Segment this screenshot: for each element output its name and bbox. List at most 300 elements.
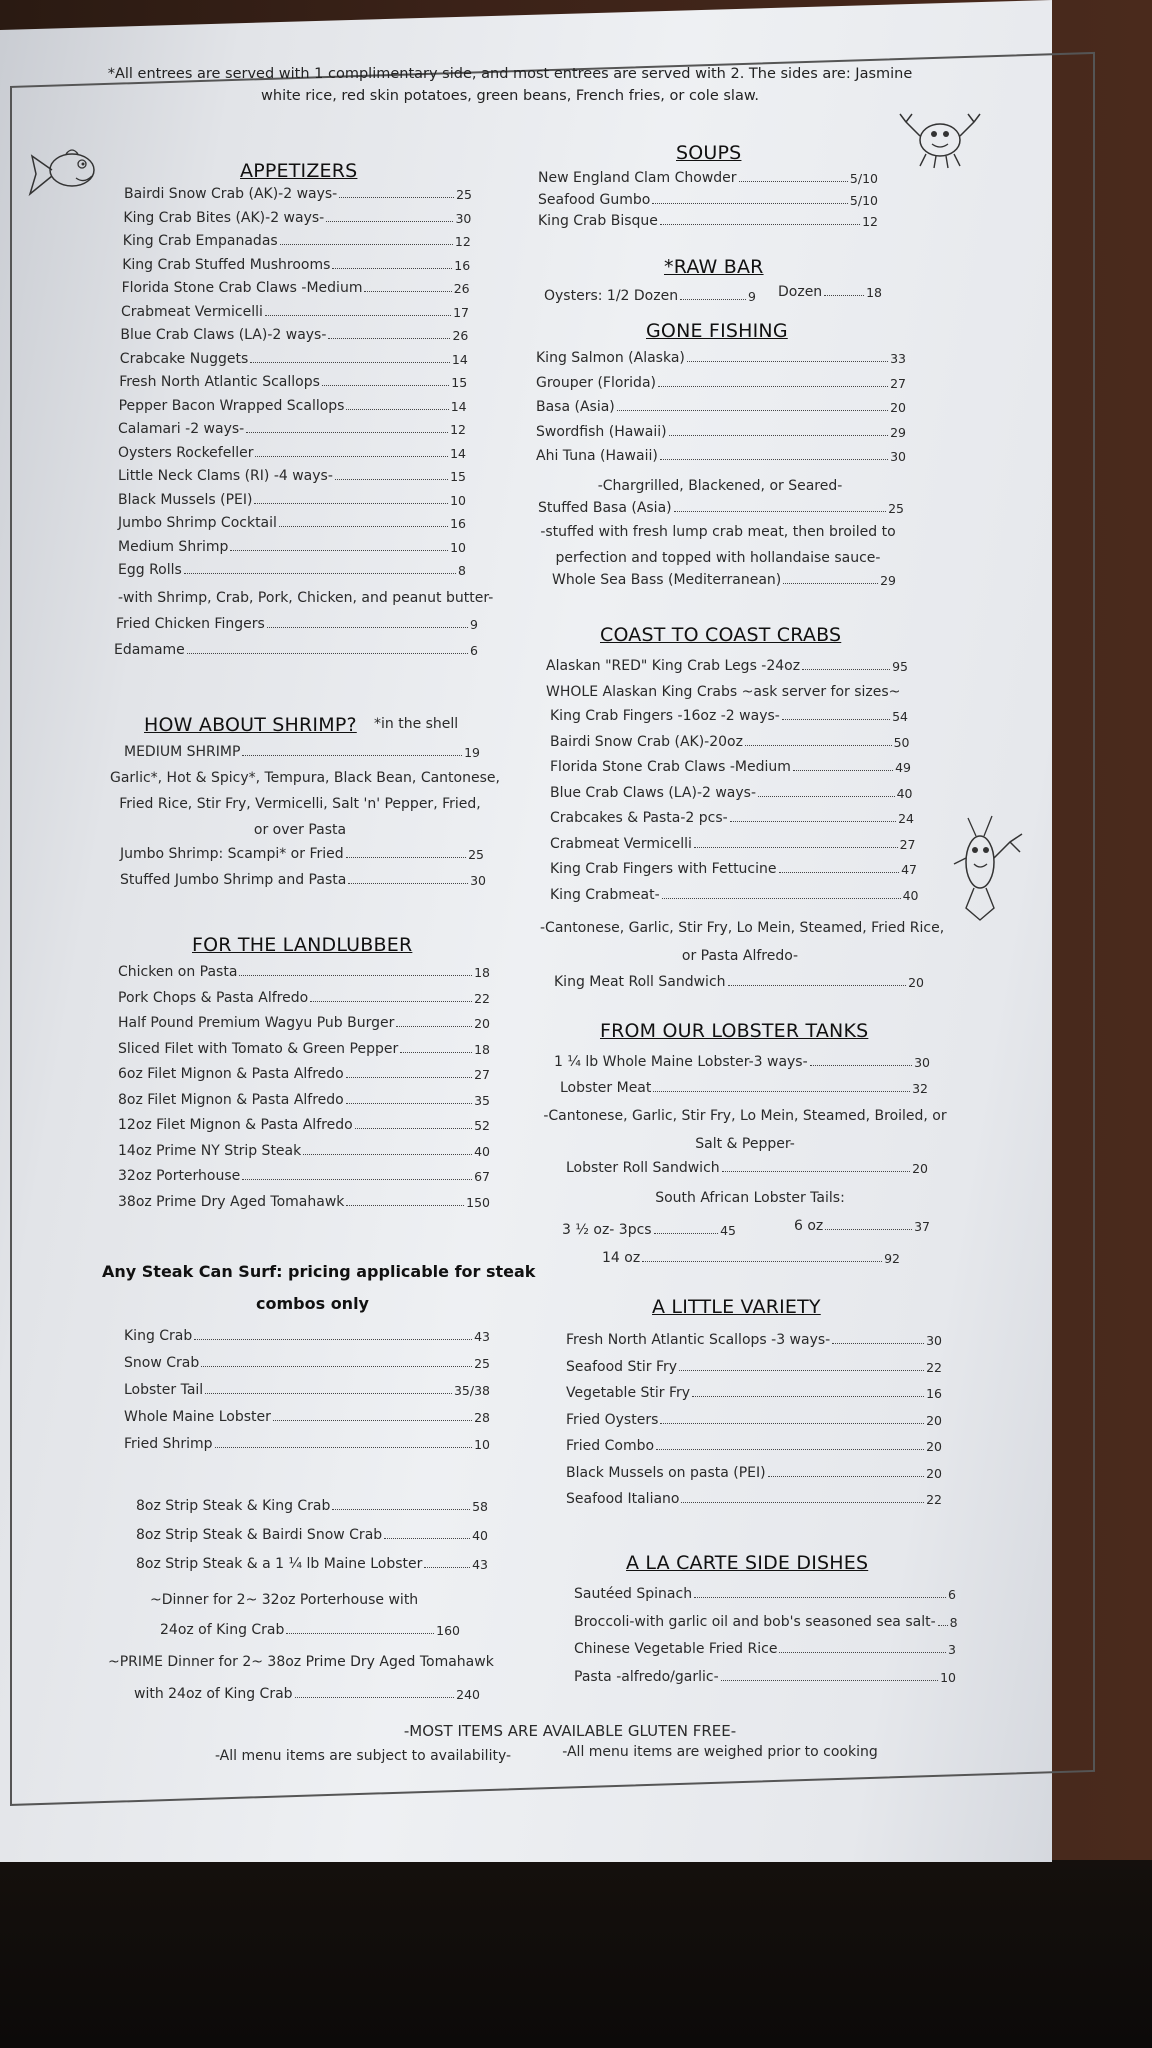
dot-leader: [730, 821, 896, 822]
appetizer-item: [118, 515, 466, 531]
item-name: Egg Rolls: [118, 562, 182, 578]
landlubber-item: [118, 1066, 490, 1082]
item-price: 54: [892, 709, 908, 724]
item-name: Sliced Filet with Tomato & Green Pepper: [118, 1040, 399, 1057]
side-dish-item: [574, 1669, 956, 1685]
item-price: 50: [893, 734, 910, 750]
variety-item: [566, 1385, 942, 1401]
landlubber-item: [118, 1092, 490, 1108]
lobster-tail-item: [794, 1218, 930, 1234]
item-name: 24oz of King Crab: [160, 1622, 285, 1638]
item-name: 14 oz: [602, 1250, 641, 1266]
crab-item: [550, 810, 914, 826]
availability-note: -All menu items are subject to availability-: [214, 1748, 512, 1764]
item-price: 16: [454, 257, 471, 273]
dot-leader: [346, 409, 448, 410]
dot-leader: [215, 1447, 473, 1448]
surf-combo-item: [136, 1527, 488, 1543]
item-name: King Salmon (Alaska): [536, 350, 685, 366]
item-price: 12: [450, 422, 466, 437]
lobster-heading: FROM OUR LOBSTER TANKS: [600, 1020, 869, 1042]
dot-leader: [681, 1502, 924, 1503]
item-price: 27: [474, 1067, 490, 1082]
dot-leader: [779, 1652, 946, 1653]
dot-leader: [295, 1697, 455, 1698]
fish-icon: [26, 140, 106, 210]
item-name: Fried Oysters: [566, 1411, 659, 1428]
item-name: Vegetable Stir Fry: [566, 1385, 691, 1401]
appetizer-item: [118, 445, 466, 461]
variety-item: [566, 1412, 942, 1428]
item-name: Snow Crab: [124, 1355, 200, 1371]
item-name: Pork Chops & Pasta Alfredo: [118, 989, 309, 1006]
variety-item: [566, 1465, 942, 1481]
shrimp-medium-item: [124, 744, 480, 760]
item-name: Basa (Asia): [536, 399, 615, 415]
item-name: 38oz Prime Dry Aged Tomahawk: [118, 1193, 345, 1210]
dot-leader: [669, 435, 889, 436]
item-price: 32: [912, 1081, 928, 1096]
item-price: 240: [456, 1687, 480, 1702]
item-price: 40: [472, 1528, 488, 1543]
appetizer-item: [119, 398, 467, 414]
item-price: 8: [458, 563, 466, 578]
item-price: 14: [450, 445, 466, 461]
item-name: Fried Shrimp: [124, 1436, 213, 1452]
dot-leader: [346, 1077, 472, 1078]
item-price: 6: [470, 642, 478, 658]
item-name: Sautéed Spinach: [574, 1586, 693, 1602]
fish-item: [536, 424, 906, 440]
dinner-for-two-price: [160, 1622, 460, 1638]
crabs-heading: COAST TO COAST CRABS: [600, 624, 842, 646]
item-name: Jumbo Shrimp Cocktail: [118, 515, 277, 531]
side-dish-item: [574, 1586, 956, 1602]
dot-leader: [242, 1179, 472, 1180]
item-price: 10: [450, 539, 466, 555]
item-name: 8oz Strip Steak & King Crab: [136, 1498, 331, 1514]
item-name: Seafood Stir Fry: [566, 1358, 678, 1375]
item-name: 6 oz: [794, 1218, 824, 1234]
weighed-note: -All menu items are weighed prior to cooking: [562, 1744, 878, 1760]
item-price: 25: [888, 501, 904, 516]
dot-leader: [692, 1396, 924, 1397]
item-name: New England Clam Chowder: [538, 170, 737, 186]
dot-leader: [400, 1052, 472, 1053]
dot-leader: [779, 872, 900, 873]
item-name: Pepper Bacon Wrapped Scallops: [118, 397, 345, 414]
side-dish-item: [574, 1614, 956, 1630]
lobster-styles-2: Salt & Pepper-: [695, 1136, 795, 1152]
dot-leader: [745, 745, 892, 746]
item-price: 16: [926, 1386, 942, 1401]
prime-dinner-price: [134, 1686, 480, 1702]
crab-item: [550, 708, 908, 724]
landlubber-item: [118, 1041, 490, 1057]
surf-combo-item: [136, 1556, 488, 1572]
appetizer-item: [116, 616, 478, 632]
variety-item: [566, 1491, 942, 1507]
dot-leader: [265, 315, 451, 316]
crab-styles-2: or Pasta Alfredo-: [681, 948, 799, 964]
item-name: Florida Stone Crab Claws -Medium: [121, 280, 363, 296]
dot-leader: [679, 1370, 924, 1371]
item-name: King Meat Roll Sandwich: [554, 974, 726, 990]
appetizer-item: [120, 351, 468, 367]
dot-leader: [783, 583, 878, 584]
dot-leader: [267, 627, 468, 628]
item-price: 22: [926, 1359, 942, 1375]
crab-item: [550, 836, 916, 852]
dot-leader: [721, 1680, 938, 1681]
fish-item: [536, 375, 906, 391]
landlubber-item: [118, 1015, 490, 1031]
item-name: King Crab Stuffed Mushrooms: [122, 256, 331, 273]
item-price: 6: [948, 1587, 956, 1602]
item-name: 8oz Filet Mignon & Pasta Alfredo: [118, 1091, 344, 1108]
raw-bar-heading: *RAW BAR: [664, 256, 764, 278]
shrimp-styles-1: Garlic*, Hot & Spicy*, Tempura, Black Bean, Cantonese,: [110, 770, 500, 786]
item-name: Lobster Meat: [560, 1080, 652, 1096]
landlubber-heading: FOR THE LANDLUBBER: [192, 934, 413, 956]
dot-leader: [793, 770, 893, 771]
surf-combo-item: [136, 1498, 488, 1514]
dot-leader: [758, 796, 895, 797]
item-name: Stuffed Jumbo Shrimp and Pasta: [120, 872, 347, 888]
item-price: 12: [862, 214, 878, 229]
variety-item: [566, 1438, 942, 1454]
item-price: 3: [948, 1642, 956, 1657]
item-name: Crabcakes & Pasta-2 pcs-: [550, 810, 728, 826]
item-name: Medium Shrimp: [118, 538, 229, 555]
item-name: with 24oz of King Crab: [134, 1686, 293, 1702]
dot-leader: [768, 1476, 924, 1477]
lobster-roll-item: [566, 1160, 928, 1176]
prime-dinner-line-1: ~PRIME Dinner for 2~ 38oz Prime Dry Aged Tomahawk: [108, 1654, 494, 1670]
dot-leader: [396, 1026, 472, 1027]
item-name: Blue Crab Claws (LA)-2 ways-: [550, 784, 757, 801]
fish-item: [536, 350, 906, 366]
soups-heading: SOUPS: [676, 142, 742, 164]
dot-leader: [739, 181, 848, 182]
appetizer-item: [122, 257, 470, 273]
dot-leader: [187, 653, 468, 654]
appetizer-item: [121, 304, 469, 320]
variety-heading: A LITTLE VARIETY: [652, 1296, 821, 1318]
dot-leader: [242, 755, 462, 756]
item-price: 33: [890, 351, 906, 366]
oysters-dozen: [778, 284, 882, 300]
item-price: 19: [464, 745, 480, 760]
item-name: Lobster Tail: [124, 1382, 204, 1398]
item-price: 20: [908, 975, 924, 990]
item-price: 20: [926, 1412, 942, 1428]
item-name: 14oz Prime NY Strip Steak: [118, 1142, 302, 1159]
dot-leader: [802, 669, 890, 670]
item-name: 1 ¼ lb Whole Maine Lobster-3 ways-: [554, 1054, 808, 1070]
dinner-for-two-line-1: ~Dinner for 2~ 32oz Porterhouse with: [150, 1592, 419, 1608]
item-name: Bairdi Snow Crab (AK)-2 ways-: [124, 186, 338, 202]
item-price: 16: [450, 516, 466, 531]
variety-item: [566, 1359, 942, 1375]
dot-leader: [255, 456, 448, 457]
oysters-half-dozen: [544, 288, 756, 304]
appetizer-item: [118, 539, 466, 555]
item-price: 10: [940, 1669, 956, 1685]
dot-leader: [728, 985, 907, 986]
soup-item: [538, 170, 878, 186]
appetizer-item: [122, 280, 470, 296]
landlubber-item: [118, 1117, 490, 1133]
item-price: 20: [926, 1465, 942, 1481]
dot-leader: [250, 362, 450, 363]
item-price: 95: [892, 659, 908, 674]
lobster-item: [560, 1080, 928, 1096]
crab-item: [550, 861, 917, 877]
lobster-tail-item: [562, 1222, 736, 1238]
soup-item: [538, 192, 878, 208]
item-price: 18: [866, 285, 882, 300]
item-price: 27: [899, 836, 916, 852]
item-price: 5/10: [849, 192, 878, 208]
dot-leader: [424, 1567, 470, 1568]
fish-prep-note: -Chargrilled, Blackened, or Seared-: [597, 478, 843, 494]
dot-leader: [660, 1423, 924, 1424]
item-name: Swordfish (Hawaii): [536, 423, 667, 440]
item-price: 14: [451, 351, 468, 367]
dot-leader: [332, 268, 452, 269]
item-price: 35/38: [453, 1383, 490, 1398]
sides-heading: A LA CARTE SIDE DISHES: [626, 1552, 869, 1574]
soup-item: [538, 213, 878, 229]
item-price: 43: [474, 1329, 490, 1344]
dot-leader: [660, 224, 860, 225]
item-name: King Crab Empanadas: [122, 233, 278, 249]
lobster-styles-1: -Cantonese, Garlic, Stir Fry, Lo Mein, Steamed, Broiled, or: [543, 1108, 947, 1124]
dot-leader: [246, 432, 448, 433]
item-name: Chinese Vegetable Fried Rice: [574, 1641, 778, 1657]
item-price: 25: [456, 187, 472, 202]
dot-leader: [384, 1538, 470, 1539]
surf-item: [124, 1355, 490, 1371]
shrimp-heading: HOW ABOUT SHRIMP?: [144, 714, 357, 736]
dot-leader: [348, 883, 468, 884]
item-price: 43: [472, 1557, 488, 1572]
item-name: King Crab Fingers with Fettucine: [550, 861, 777, 877]
dot-leader: [662, 898, 901, 899]
landlubber-item: [118, 964, 490, 980]
dot-leader: [687, 361, 888, 362]
crab-item: [550, 785, 913, 801]
king-crab-legs-item: [546, 658, 908, 674]
appetizer-item: [120, 327, 468, 343]
sea-bass-item: [552, 572, 896, 588]
dot-leader: [938, 1625, 948, 1626]
item-name: Bairdi Snow Crab (AK)-20oz: [550, 733, 743, 750]
item-price: 20: [890, 400, 906, 415]
dot-leader: [674, 511, 886, 512]
item-name: 8oz Strip Steak & Bairdi Snow Crab: [136, 1527, 383, 1543]
item-price: 30: [926, 1333, 942, 1348]
item-name: Black Mussels on pasta (PEI): [566, 1464, 766, 1481]
item-price: 8: [949, 1614, 958, 1630]
fish-item: [536, 448, 906, 464]
appetizer-item: [124, 186, 472, 202]
item-price: 15: [450, 469, 466, 484]
item-name: Crabmeat Vermicelli: [550, 835, 692, 852]
item-name: King Crab: [124, 1328, 193, 1344]
shrimp-styles-2: Fried Rice, Stir Fry, Vermicelli, Salt 'n' Pepper, Fried,: [119, 796, 481, 812]
lobster-item: [554, 1054, 930, 1070]
item-price: 28: [474, 1410, 490, 1425]
stuffed-basa-note-1: -stuffed with fresh lump crab meat, then broiled to: [540, 524, 896, 540]
dot-leader: [810, 1065, 912, 1066]
item-price: 15: [451, 375, 468, 390]
dot-leader: [346, 1103, 472, 1104]
item-price: 9: [470, 616, 478, 632]
item-name: Seafood Italiano: [566, 1491, 680, 1507]
item-name: Lobster Roll Sandwich: [566, 1160, 720, 1176]
item-name: 12oz Filet Mignon & Pasta Alfredo: [118, 1117, 353, 1133]
dot-leader: [184, 573, 456, 574]
surf-title-2: combos only: [256, 1294, 369, 1313]
item-price: 20: [912, 1161, 928, 1176]
item-price: 18: [474, 965, 490, 980]
dot-leader: [722, 1171, 910, 1172]
surf-item: [124, 1382, 490, 1398]
item-name: Black Mussels (PEI): [118, 491, 253, 508]
dot-leader: [273, 1420, 472, 1421]
gluten-free-note: -MOST ITEMS ARE AVAILABLE GLUTEN FREE-: [403, 1722, 737, 1740]
item-name: Fresh North Atlantic Scallops -3 ways-: [566, 1332, 831, 1348]
dot-leader: [694, 847, 898, 848]
dot-leader: [346, 1205, 464, 1206]
side-dish-item: [574, 1641, 956, 1657]
gone-fishing-heading: GONE FISHING: [646, 320, 788, 342]
item-price: 160: [436, 1623, 460, 1638]
item-name: Oysters Rockefeller: [118, 444, 254, 461]
item-name: 8oz Strip Steak & a 1 ¼ lb Maine Lobster: [136, 1556, 423, 1572]
item-price: 37: [914, 1219, 930, 1234]
item-name: Dozen: [778, 284, 823, 300]
appetizer-item: [123, 233, 471, 249]
item-name: Grouper (Florida): [536, 374, 656, 391]
dot-leader: [653, 1091, 910, 1092]
item-price: 49: [895, 760, 911, 775]
dot-leader: [194, 1339, 472, 1340]
dot-leader: [335, 479, 448, 480]
dot-leader: [832, 1343, 924, 1344]
dot-leader: [660, 459, 888, 460]
item-name: 3 ½ oz- 3pcs: [562, 1222, 652, 1238]
landlubber-item: [118, 1143, 490, 1159]
egg-roll-note: -with Shrimp, Crab, Pork, Chicken, and peanut butter-: [118, 589, 494, 606]
item-name: Fried Chicken Fingers: [116, 615, 265, 632]
item-price: 30: [914, 1055, 930, 1070]
dot-leader: [680, 299, 746, 300]
lobster-tail-item: [602, 1250, 900, 1266]
dot-leader: [328, 338, 450, 339]
item-price: 22: [926, 1492, 942, 1507]
appetizer-item: [118, 468, 466, 484]
item-price: 29: [890, 424, 906, 440]
item-name: Calamari -2 ways-: [118, 421, 245, 437]
item-price: 24: [898, 811, 914, 826]
dot-leader: [825, 1229, 912, 1230]
item-price: 25: [474, 1356, 490, 1371]
dot-leader: [339, 197, 454, 198]
item-name: Seafood Gumbo: [538, 191, 651, 208]
dot-leader: [279, 526, 448, 527]
item-name: Chicken on Pasta: [118, 964, 238, 980]
shrimp-item: [120, 846, 484, 862]
king-meat-roll-item: [554, 974, 924, 990]
item-name: King Crab Bisque: [538, 213, 658, 229]
item-price: 29: [880, 573, 896, 588]
dot-leader: [230, 550, 448, 551]
crab-item: [550, 887, 919, 903]
item-price: 10: [450, 492, 466, 508]
item-name: Crabcake Nuggets: [119, 350, 249, 367]
sides-note-line-2: white rice, red skin potatoes, green beans, French fries, or cole slaw.: [261, 88, 759, 104]
dot-leader: [782, 719, 890, 720]
item-price: 40: [902, 887, 919, 903]
stuffed-basa-item: [538, 500, 904, 516]
dot-leader: [346, 857, 466, 858]
dot-leader: [824, 295, 864, 296]
item-price: 12: [454, 234, 471, 249]
item-name: Fried Combo: [566, 1438, 655, 1454]
landlubber-item: [118, 1168, 490, 1184]
item-name: Half Pound Premium Wagyu Pub Burger: [118, 1015, 395, 1031]
item-name: King Crab Fingers -16oz -2 ways-: [550, 708, 780, 724]
crab-item: [550, 734, 910, 750]
crab-icon: [896, 104, 986, 174]
item-price: 67: [474, 1169, 490, 1184]
appetizer-item: [118, 421, 466, 437]
dot-leader: [322, 385, 449, 386]
item-name: Oysters: 1/2 Dozen: [544, 288, 679, 304]
landlubber-item: [118, 1194, 490, 1210]
dot-leader: [280, 244, 453, 245]
item-name: Little Neck Clams (RI) -4 ways-: [118, 468, 333, 484]
dot-leader: [286, 1633, 434, 1634]
item-name: Florida Stone Crab Claws -Medium: [550, 759, 791, 775]
shrimp-item: [120, 872, 486, 888]
appetizer-item: [123, 210, 471, 226]
dot-leader: [332, 1509, 470, 1510]
item-name: 6oz Filet Mignon & Pasta Alfredo: [118, 1066, 344, 1082]
shrimp-subtitle: *in the shell: [374, 716, 459, 732]
item-price: 27: [890, 375, 906, 391]
item-name: Pasta -alfredo/garlic-: [574, 1668, 719, 1685]
surf-title-1: Any Steak Can Surf: pricing applicable for steak: [102, 1262, 536, 1281]
item-price: 9: [748, 289, 756, 304]
item-price: 17: [453, 304, 469, 320]
item-price: 5/10: [849, 171, 878, 186]
item-name: Jumbo Shrimp: Scampi* or Fried: [120, 846, 344, 862]
lobster-icon: [940, 812, 1030, 932]
item-price: 40: [474, 1143, 490, 1159]
landlubber-item: [118, 990, 490, 1006]
dot-leader: [254, 503, 448, 504]
item-name: Ahi Tuna (Hawaii): [536, 448, 658, 464]
item-name: Broccoli-with garlic oil and bob's seasoned sea salt-: [574, 1613, 936, 1630]
item-price: 30: [890, 449, 906, 464]
item-name: Alaskan "RED" King Crab Legs -24oz: [546, 658, 801, 674]
item-price: 150: [466, 1194, 490, 1210]
item-price: 20: [926, 1439, 942, 1454]
